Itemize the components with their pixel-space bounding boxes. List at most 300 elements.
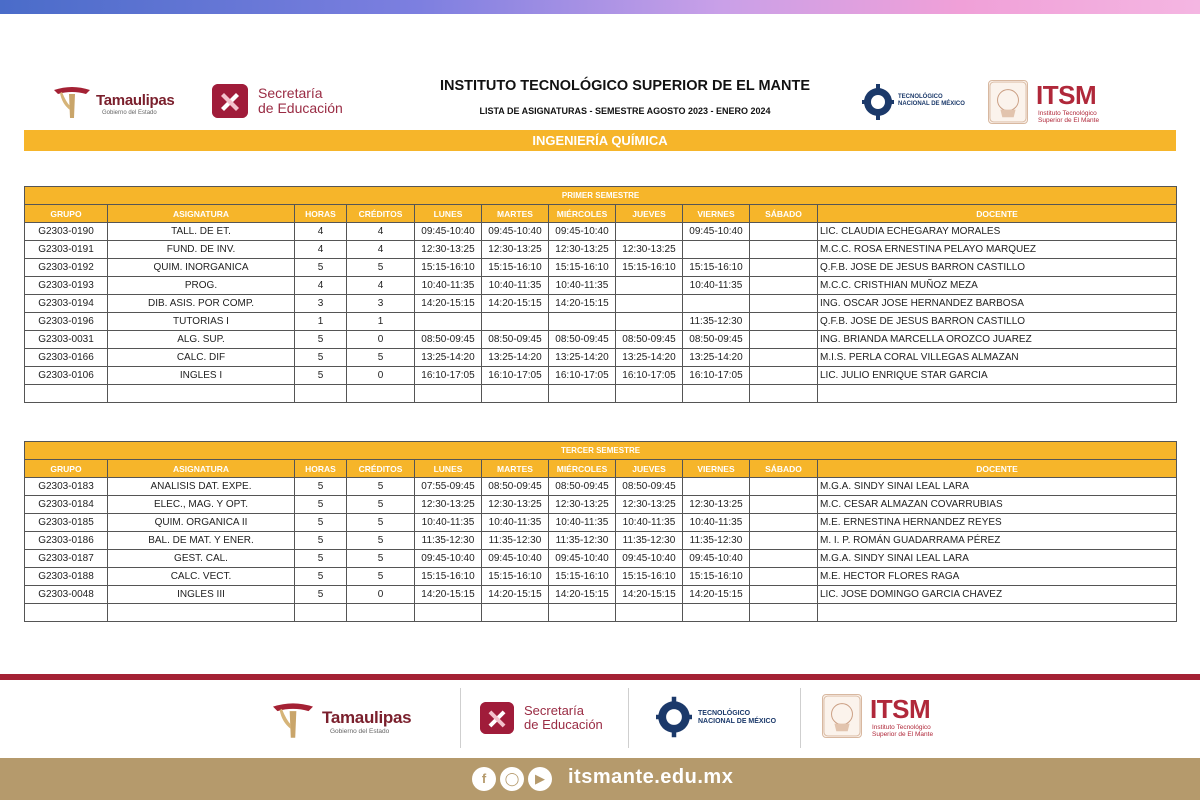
table-cell: 15:15-16:10 — [482, 568, 549, 586]
table-cell: 5 — [295, 550, 347, 568]
table-cell: 15:15-16:10 — [415, 259, 482, 277]
table-cell: 08:50-09:45 — [616, 478, 683, 496]
table-cell: 12:30-13:25 — [683, 496, 750, 514]
table-cell: 16:10-17:05 — [616, 367, 683, 385]
table-cell — [482, 604, 549, 622]
column-header: SÁBADO — [750, 205, 818, 223]
column-header: MARTES — [482, 205, 549, 223]
column-header: JUEVES — [616, 205, 683, 223]
table-row — [25, 514, 1177, 532]
itsm-sub-line2: Superior de El Mante — [1038, 117, 1100, 124]
table-cell — [415, 604, 482, 622]
table-cell: 5 — [295, 331, 347, 349]
table-cell: 5 — [347, 550, 415, 568]
column-header: LUNES — [415, 205, 482, 223]
itsm-wordmark: ITSM — [1036, 80, 1097, 110]
tamaulipas-subtext: Gobierno del Estado — [102, 110, 157, 116]
table-cell — [108, 604, 295, 622]
table-cell — [25, 385, 108, 403]
table-cell: 4 — [347, 241, 415, 259]
table-cell: 14:20-15:15 — [415, 295, 482, 313]
table-cell: 11:35-12:30 — [549, 532, 616, 550]
table-cell: 16:10-17:05 — [482, 367, 549, 385]
table-cell — [616, 295, 683, 313]
table-cell: 12:30-13:25 — [549, 241, 616, 259]
table-cell — [683, 478, 750, 496]
column-header-row — [25, 460, 1177, 478]
table-cell: 5 — [295, 478, 347, 496]
footer-itsm-logo — [822, 692, 962, 744]
table-cell: M.G.A. SINDY SINAI LEAL LARA — [818, 478, 1177, 496]
secretaria-line2: de Educación — [258, 100, 343, 116]
table-cell: 10:40-11:35 — [549, 277, 616, 295]
table-cell — [347, 385, 415, 403]
column-header: GRUPO — [25, 205, 108, 223]
footer-tamaulipas-mark-icon — [270, 700, 316, 740]
table-cell: 5 — [347, 514, 415, 532]
table-cell — [683, 385, 750, 403]
table-cell: LIC. CLAUDIA ECHEGARAY MORALES — [818, 223, 1177, 241]
table-cell: GEST. CAL. — [108, 550, 295, 568]
column-header: HORAS — [295, 460, 347, 478]
table-cell: PROG. — [108, 277, 295, 295]
table-cell: 5 — [295, 586, 347, 604]
table-cell: 4 — [347, 223, 415, 241]
table-cell: 09:45-10:40 — [616, 550, 683, 568]
career-title: INGENIERÍA QUÍMICA — [24, 130, 1176, 151]
table-cell: 5 — [347, 532, 415, 550]
table-cell: 10:40-11:35 — [415, 514, 482, 532]
secretaria-logo — [212, 80, 372, 124]
table-cell: INGLES I — [108, 367, 295, 385]
table-cell: 15:15-16:10 — [549, 259, 616, 277]
table-cell: 08:50-09:45 — [549, 331, 616, 349]
table-cell: G2303-0183 — [25, 478, 108, 496]
footer-tamaulipas-wordmark: Tamaulipas — [322, 708, 412, 727]
table-cell: 15:15-16:10 — [616, 259, 683, 277]
footer-tecnm-line2: NACIONAL DE MÉXICO — [698, 718, 777, 725]
table-cell — [25, 604, 108, 622]
table-row — [25, 331, 1177, 349]
table-cell: 5 — [295, 349, 347, 367]
table-cell: 3 — [295, 295, 347, 313]
table-cell: 13:25-14:20 — [683, 349, 750, 367]
tecnm-logo — [862, 80, 972, 124]
table-cell — [616, 313, 683, 331]
column-header-row — [25, 205, 1177, 223]
table-cell: 4 — [295, 277, 347, 295]
table-cell — [750, 331, 818, 349]
table-cell: ING. OSCAR JOSE HERNANDEZ BARBOSA — [818, 295, 1177, 313]
table-cell: 0 — [347, 331, 415, 349]
itsm-logo — [988, 78, 1128, 126]
table-cell: 12:30-13:25 — [415, 241, 482, 259]
table-cell — [549, 385, 616, 403]
footer-secretaria-line1: Secretaría — [524, 703, 584, 718]
table-cell — [750, 496, 818, 514]
table-cell: 15:15-16:10 — [683, 259, 750, 277]
table-cell: 14:20-15:15 — [549, 295, 616, 313]
table-cell: 09:45-10:40 — [549, 550, 616, 568]
column-header: ASIGNATURA — [108, 460, 295, 478]
table-cell — [347, 604, 415, 622]
table-cell — [750, 385, 818, 403]
table-cell — [616, 385, 683, 403]
table-row — [25, 349, 1177, 367]
table-cell: 11:35-12:30 — [482, 532, 549, 550]
table-row — [25, 550, 1177, 568]
table-row — [25, 532, 1177, 550]
schedule-table-primer — [24, 186, 1177, 403]
table-row — [25, 241, 1177, 259]
table-row — [25, 496, 1177, 514]
table-cell: 15:15-16:10 — [683, 568, 750, 586]
table-cell — [549, 604, 616, 622]
semester-title-row — [25, 187, 1177, 205]
table-cell: 5 — [347, 568, 415, 586]
table-cell: 10:40-11:35 — [683, 277, 750, 295]
table-row — [25, 586, 1177, 604]
table-cell: DIB. ASIS. POR COMP. — [108, 295, 295, 313]
footer-tecnm-gear-icon — [656, 692, 692, 742]
table-cell — [818, 385, 1177, 403]
table-cell — [295, 385, 347, 403]
table-cell: 07:55-09:45 — [415, 478, 482, 496]
table-cell: 09:45-10:40 — [683, 223, 750, 241]
table-cell: G2303-0190 — [25, 223, 108, 241]
table-cell: 12:30-13:25 — [616, 496, 683, 514]
table-cell: G2303-0193 — [25, 277, 108, 295]
table-cell: 5 — [347, 349, 415, 367]
table-cell — [616, 604, 683, 622]
top-gradient-bar — [0, 0, 1200, 14]
column-header: SÁBADO — [750, 460, 818, 478]
table-cell: 14:20-15:15 — [415, 586, 482, 604]
itsm-subtext — [1038, 110, 1099, 124]
table-cell — [415, 313, 482, 331]
youtube-icon[interactable]: ▶ — [528, 767, 552, 791]
table-cell — [750, 568, 818, 586]
column-header: ASIGNATURA — [108, 205, 295, 223]
table-cell: 14:20-15:15 — [482, 295, 549, 313]
semester-title-row — [25, 442, 1177, 460]
table-cell: INGLES III — [108, 586, 295, 604]
table-cell: 12:30-13:25 — [549, 496, 616, 514]
table-cell: M.E. ERNESTINA HERNANDEZ REYES — [818, 514, 1177, 532]
table-cell: 10:40-11:35 — [549, 514, 616, 532]
table-cell: 12:30-13:25 — [415, 496, 482, 514]
table-cell: FUND. DE INV. — [108, 241, 295, 259]
table-cell — [750, 367, 818, 385]
table-cell: 10:40-11:35 — [616, 514, 683, 532]
table-cell: G2303-0188 — [25, 568, 108, 586]
table-cell: 15:15-16:10 — [415, 568, 482, 586]
table-row — [25, 568, 1177, 586]
table-cell: G2303-0166 — [25, 349, 108, 367]
facebook-icon[interactable]: f — [472, 767, 496, 791]
table-cell — [108, 385, 295, 403]
table-cell — [415, 385, 482, 403]
table-cell: 13:25-14:20 — [415, 349, 482, 367]
table-cell: 12:30-13:25 — [616, 241, 683, 259]
table-cell: 11:35-12:30 — [683, 532, 750, 550]
table-cell — [616, 277, 683, 295]
table-cell: 11:35-12:30 — [415, 532, 482, 550]
table-cell: ELEC., MAG. Y OPT. — [108, 496, 295, 514]
table-cell: 09:45-10:40 — [415, 550, 482, 568]
table-cell: M. I. P. ROMÁN GUADARRAMA PÉREZ — [818, 532, 1177, 550]
table-cell: 0 — [347, 367, 415, 385]
table-cell: 16:10-17:05 — [683, 367, 750, 385]
table-cell — [750, 223, 818, 241]
table-cell — [750, 532, 818, 550]
footer-bar — [0, 758, 1200, 800]
column-header: GRUPO — [25, 460, 108, 478]
footer-itsm-subtext — [872, 724, 933, 738]
table-cell: 1 — [347, 313, 415, 331]
table-cell: 5 — [347, 259, 415, 277]
table-row — [25, 295, 1177, 313]
table-row — [25, 223, 1177, 241]
table-cell: 09:45-10:40 — [683, 550, 750, 568]
table-cell: ING. BRIANDA MARCELLA OROZCO JUAREZ — [818, 331, 1177, 349]
table-cell — [818, 604, 1177, 622]
footer-secretaria-mark-icon — [480, 702, 514, 734]
footer-itsm-wordmark: ITSM — [870, 694, 931, 724]
itsm-seal-icon — [988, 80, 1028, 124]
footer-secretaria-logo — [480, 698, 620, 740]
secretaria-mark-icon — [212, 84, 248, 118]
table-cell: 12:30-13:25 — [482, 496, 549, 514]
table-cell: 5 — [347, 478, 415, 496]
table-cell — [683, 604, 750, 622]
table-cell: M.C.C. CRISTHIAN MUÑOZ MEZA — [818, 277, 1177, 295]
table-cell: 4 — [295, 241, 347, 259]
table-cell: 4 — [295, 223, 347, 241]
table-cell: 14:20-15:15 — [616, 586, 683, 604]
table-cell: 13:25-14:20 — [482, 349, 549, 367]
table-cell: CALC. VECT. — [108, 568, 295, 586]
table-cell: LIC. JOSE DOMINGO GARCIA CHAVEZ — [818, 586, 1177, 604]
table-cell — [750, 277, 818, 295]
table-cell: G2303-0106 — [25, 367, 108, 385]
table-cell: 16:10-17:05 — [549, 367, 616, 385]
table-row — [25, 259, 1177, 277]
table-cell: 0 — [347, 586, 415, 604]
table-cell: 10:40-11:35 — [482, 277, 549, 295]
tamaulipas-wordmark: Tamaulipas — [96, 92, 175, 109]
table-cell: 10:40-11:35 — [482, 514, 549, 532]
table-cell: M.G.A. SINDY SINAI LEAL LARA — [818, 550, 1177, 568]
table-cell: G2303-0186 — [25, 532, 108, 550]
table-cell: G2303-0184 — [25, 496, 108, 514]
table-row — [25, 313, 1177, 331]
footer-separator — [628, 688, 629, 748]
table-cell: 08:50-09:45 — [616, 331, 683, 349]
table-cell: QUIM. INORGANICA — [108, 259, 295, 277]
tecnm-line1: TECNOLÓGICO — [898, 94, 943, 100]
column-header: HORAS — [295, 205, 347, 223]
column-header: VIERNES — [683, 460, 750, 478]
footer-divider — [0, 674, 1200, 680]
table-cell: QUIM. ORGANICA II — [108, 514, 295, 532]
table-cell: Q.F.B. JOSE DE JESUS BARRON CASTILLO — [818, 313, 1177, 331]
table-cell — [750, 586, 818, 604]
table-cell: 5 — [295, 514, 347, 532]
footer-itsm-sub-line1: Instituto Tecnológico — [872, 724, 931, 731]
table-cell: 5 — [295, 259, 347, 277]
column-header: DOCENTE — [818, 460, 1177, 478]
table-cell: 5 — [295, 496, 347, 514]
table-cell — [750, 241, 818, 259]
table-cell: M.C.C. ROSA ERNESTINA PELAYO MARQUEZ — [818, 241, 1177, 259]
table-cell: BAL. DE MAT. Y ENER. — [108, 532, 295, 550]
table-cell: M.E. HECTOR FLORES RAGA — [818, 568, 1177, 586]
table-cell: 5 — [295, 367, 347, 385]
footer-separator — [460, 688, 461, 748]
column-header: MIÉRCOLES — [549, 205, 616, 223]
table-cell: TALL. DE ET. — [108, 223, 295, 241]
empty-row — [25, 385, 1177, 403]
table-cell: 09:45-10:40 — [482, 550, 549, 568]
table-row — [25, 367, 1177, 385]
table-cell: G2303-0194 — [25, 295, 108, 313]
website-link[interactable]: itsmante.edu.mx — [568, 766, 734, 788]
table-cell: 15:15-16:10 — [482, 259, 549, 277]
table-cell: G2303-0191 — [25, 241, 108, 259]
semester-title: TERCER SEMESTRE — [25, 442, 1177, 460]
footer-secretaria-wordmark — [524, 704, 603, 732]
table-cell: 3 — [347, 295, 415, 313]
table-cell — [482, 313, 549, 331]
table-cell: 08:50-09:45 — [549, 478, 616, 496]
table-cell — [295, 604, 347, 622]
table-cell: ANALISIS DAT. EXPE. — [108, 478, 295, 496]
secretaria-line1: Secretaría — [258, 85, 323, 101]
table-cell: G2303-0048 — [25, 586, 108, 604]
table-cell — [750, 478, 818, 496]
table-cell — [683, 295, 750, 313]
table-cell — [750, 259, 818, 277]
table-cell: 08:50-09:45 — [482, 478, 549, 496]
table-cell: G2303-0192 — [25, 259, 108, 277]
table-cell: Q.F.B. JOSE DE JESUS BARRON CASTILLO — [818, 259, 1177, 277]
semester-title: PRIMER SEMESTRE — [25, 187, 1177, 205]
table-cell: 5 — [347, 496, 415, 514]
footer-tecnm-wordmark — [698, 710, 776, 726]
list-subtitle: LISTA DE ASIGNATURAS - SEMESTRE AGOSTO 2023 - ENERO 2024 — [479, 106, 771, 116]
table-cell: M.I.S. PERLA CORAL VILLEGAS ALMAZAN — [818, 349, 1177, 367]
table-cell — [750, 514, 818, 532]
instagram-icon[interactable]: ◯ — [500, 767, 524, 791]
footer-itsm-sub-line2: Superior de El Mante — [872, 731, 934, 738]
table-cell: M.C. CESAR ALMAZAN COVARRUBIAS — [818, 496, 1177, 514]
table-cell: 08:50-09:45 — [482, 331, 549, 349]
table-cell: 09:45-10:40 — [549, 223, 616, 241]
tecnm-line2: NACIONAL DE MÉXICO — [898, 101, 965, 107]
table-cell: 15:15-16:10 — [616, 568, 683, 586]
table-cell — [750, 550, 818, 568]
table-cell — [616, 223, 683, 241]
secretaria-wordmark — [258, 86, 343, 116]
column-header: CRÉDITOS — [347, 205, 415, 223]
document-header — [0, 70, 1200, 134]
table-cell: 14:20-15:15 — [482, 586, 549, 604]
table-cell: 11:35-12:30 — [616, 532, 683, 550]
table-row — [25, 478, 1177, 496]
table-cell: 11:35-12:30 — [683, 313, 750, 331]
table-cell — [482, 385, 549, 403]
footer-secretaria-line2: de Educación — [524, 717, 603, 732]
table-cell — [549, 313, 616, 331]
table-cell: 5 — [295, 568, 347, 586]
column-header: DOCENTE — [818, 205, 1177, 223]
table-cell: 1 — [295, 313, 347, 331]
table-cell: 08:50-09:45 — [415, 331, 482, 349]
table-cell: TUTORIAS I — [108, 313, 295, 331]
table-cell: LIC. JULIO ENRIQUE STAR GARCIA — [818, 367, 1177, 385]
tecnm-wordmark — [898, 94, 965, 108]
tamaulipas-mark-icon — [52, 84, 92, 120]
column-header: MIÉRCOLES — [549, 460, 616, 478]
footer-tamaulipas-subtext: Gobierno del Estado — [330, 728, 390, 735]
table-cell: 5 — [295, 532, 347, 550]
table-cell: ALG. SUP. — [108, 331, 295, 349]
footer-logos — [0, 684, 1200, 754]
column-header: MARTES — [482, 460, 549, 478]
itsm-sub-line1: Instituto Tecnológico — [1038, 110, 1097, 117]
footer-itsm-seal-icon — [822, 694, 862, 738]
footer-tecnm-logo — [656, 690, 786, 746]
table-cell — [750, 295, 818, 313]
table-cell: 10:40-11:35 — [415, 277, 482, 295]
table-cell: 12:30-13:25 — [482, 241, 549, 259]
tecnm-gear-icon — [862, 82, 894, 122]
table-cell: G2303-0031 — [25, 331, 108, 349]
table-cell: 13:25-14:20 — [549, 349, 616, 367]
table-cell — [683, 241, 750, 259]
table-cell: 10:40-11:35 — [683, 514, 750, 532]
table-cell — [750, 313, 818, 331]
footer-tamaulipas-logo — [270, 698, 440, 740]
column-header: VIERNES — [683, 205, 750, 223]
column-header: LUNES — [415, 460, 482, 478]
table-cell: G2303-0196 — [25, 313, 108, 331]
table-cell — [750, 604, 818, 622]
table-cell: 13:25-14:20 — [616, 349, 683, 367]
table-cell: G2303-0187 — [25, 550, 108, 568]
footer-tecnm-line1: TECNOLÓGICO — [698, 710, 751, 717]
institution-title: INSTITUTO TECNOLÓGICO SUPERIOR DE EL MANTE — [439, 78, 811, 94]
table-cell: 14:20-15:15 — [549, 586, 616, 604]
schedule-table-tercer — [24, 441, 1177, 622]
table-cell: G2303-0185 — [25, 514, 108, 532]
table-cell: 16:10-17:05 — [415, 367, 482, 385]
table-cell: 09:45-10:40 — [415, 223, 482, 241]
column-header: CRÉDITOS — [347, 460, 415, 478]
column-header: JUEVES — [616, 460, 683, 478]
table-cell: 4 — [347, 277, 415, 295]
table-cell: CALC. DIF — [108, 349, 295, 367]
table-cell: 15:15-16:10 — [549, 568, 616, 586]
empty-row — [25, 604, 1177, 622]
table-cell: 09:45-10:40 — [482, 223, 549, 241]
table-cell — [750, 349, 818, 367]
table-cell: 14:20-15:15 — [683, 586, 750, 604]
table-cell: 08:50-09:45 — [683, 331, 750, 349]
tamaulipas-logo — [52, 82, 192, 122]
footer-separator — [800, 688, 801, 748]
